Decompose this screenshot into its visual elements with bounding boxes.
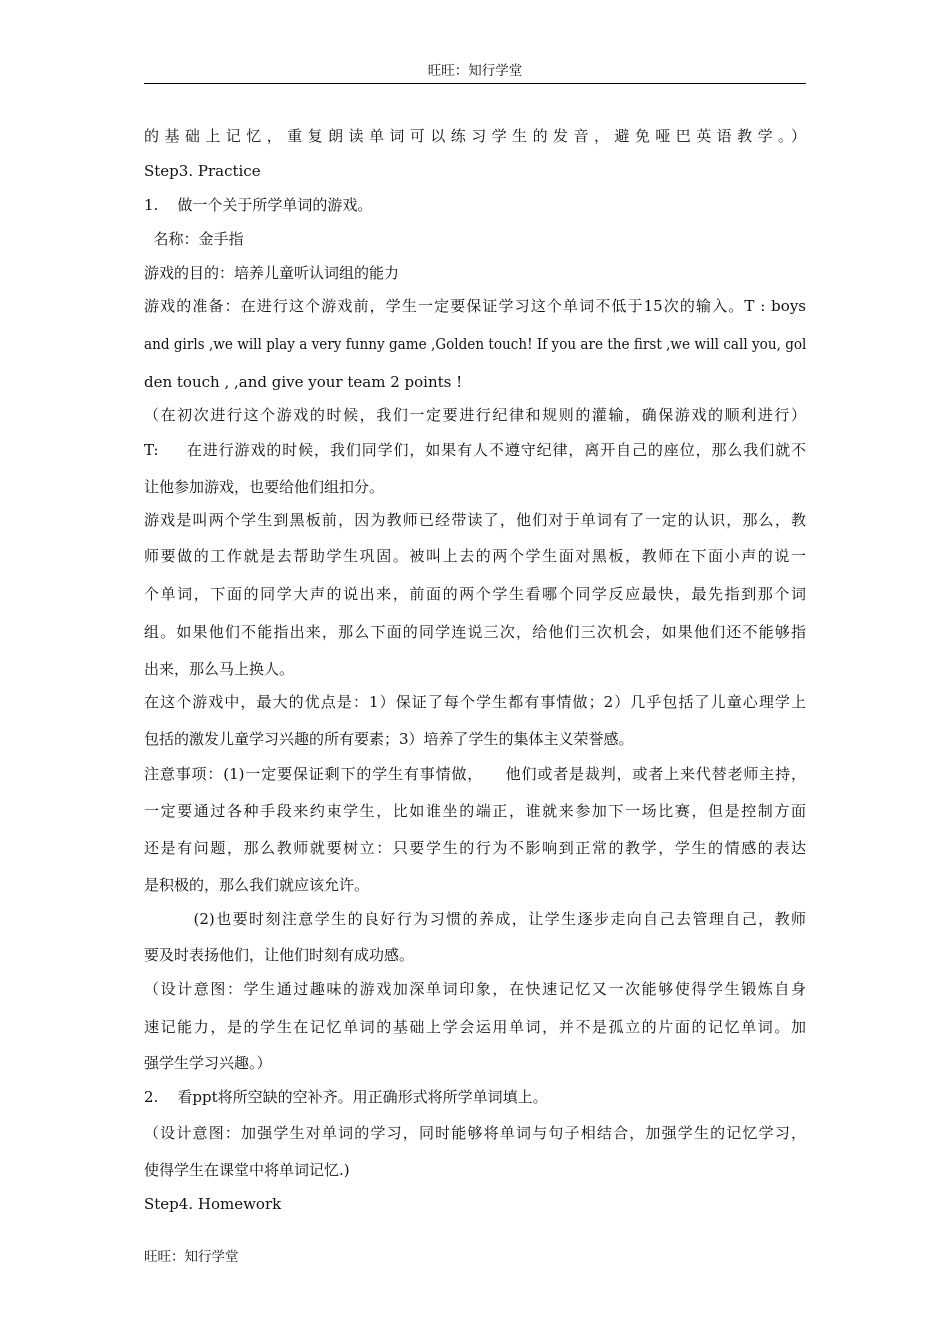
text-line: 游戏的目的：培养儿童听认词组的能力 — [144, 264, 400, 282]
text-line: 注意事项：(1)一定要保证剩下的学生有事情做， 他们或者是裁判，或者上来代替老师主持， — [144, 765, 806, 783]
text-line: 出来，那么马上换人。 — [144, 660, 295, 678]
text-line: 在这个游戏中，最大的优点是：1）保证了每个学生都有事情做；2）几乎包括了儿童心理学上 — [144, 693, 806, 711]
text-line: 速记能力，是的学生在记忆单词的基础上学会运用单词，并不是孤立的片面的记忆单词。加 — [144, 1018, 806, 1036]
text-line: 个单词，下面的同学大声的说出来，前面的两个学生看哪个同学反应最快，最先指到那个词 — [144, 585, 806, 603]
text-line: 一定要通过各种手段来约束学生，比如谁坐的端正，谁就来参加下一场比赛，但是控制方面 — [144, 802, 806, 820]
text-line: （设计意图：加强学生对单词的学习，同时能够将单词与句子相结合，加强学生的记忆学习， — [144, 1124, 806, 1142]
text-line: 还是有问题，那么教师就要树立：只要学生的行为不影响到正常的教学，学生的情感的表达 — [144, 839, 806, 857]
text-line: 强学生学习兴趣。） — [144, 1054, 272, 1072]
text-line: T: 在进行游戏的时候，我们同学们，如果有人不遵守纪律，离开自己的座位，那么我们就不 — [144, 441, 806, 459]
text-line: 包括的激发儿童学习兴趣的所有要素；3）培养了学生的集体主义荣誉感。 — [144, 730, 634, 748]
text-line: 2. 看ppt将所空缺的空补齐。用正确形式将所学单词填上。 — [144, 1088, 548, 1106]
text-line: 的基础上记忆，重复朗读单词可以练习学生的发音，避免哑巴英语教学。） — [144, 127, 806, 145]
text-line: 1. 做一个关于所学单词的游戏。 — [144, 196, 373, 214]
text-line: 游戏的准备：在进行这个游戏前，学生一定要保证学习这个单词不低于15次的输入。T : boys — [144, 297, 806, 315]
text-line: 名称：金手指 — [144, 230, 244, 248]
text-line: （设计意图：学生通过趣味的游戏加深单词印象，在快速记忆又一次能够使得学生锻炼自身 — [144, 980, 806, 998]
page-header: 旺旺：知行学堂 — [427, 63, 523, 79]
header-rule — [144, 83, 806, 84]
text-line: and girls ,we will play a very funny game ,Golden touch! If you are the first ,we will call you, gol — [144, 335, 807, 353]
text-line: 师要做的工作就是去帮助学生巩固。被叫上去的两个学生面对黑板，教师在下面小声的说一 — [144, 547, 806, 565]
text-line: 让他参加游戏，也要给他们组扣分。 — [144, 478, 385, 496]
text-line: (2)也要时刻注意学生的良好行为习惯的养成，让学生逐步走向自己去管理自己，教师 — [144, 910, 806, 928]
text-line: （在初次进行这个游戏的时候，我们一定要进行纪律和规则的灌输，确保游戏的顺利进行） — [144, 406, 806, 424]
text-line: 要及时表扬他们，让他们时刻有成功感。 — [144, 946, 415, 964]
step-heading: Step4. Homework — [144, 1195, 282, 1213]
text-line: den touch , ,and give your team 2 points ! — [144, 373, 463, 391]
text-line: 组。如果他们不能指出来，那么下面的同学连说三次，给他们三次机会，如果他们还不能够指 — [144, 623, 806, 641]
text-line: 是积极的，那么我们就应该允许。 — [144, 876, 370, 894]
page-footer: 旺旺：知行学堂 — [144, 1249, 239, 1265]
text-line: 使得学生在课堂中将单词记忆.) — [144, 1161, 350, 1179]
text-line: 游戏是叫两个学生到黑板前，因为教师已经带读了，他们对于单词有了一定的认识，那么，教 — [144, 511, 806, 529]
step-heading: Step3. Practice — [144, 162, 261, 180]
